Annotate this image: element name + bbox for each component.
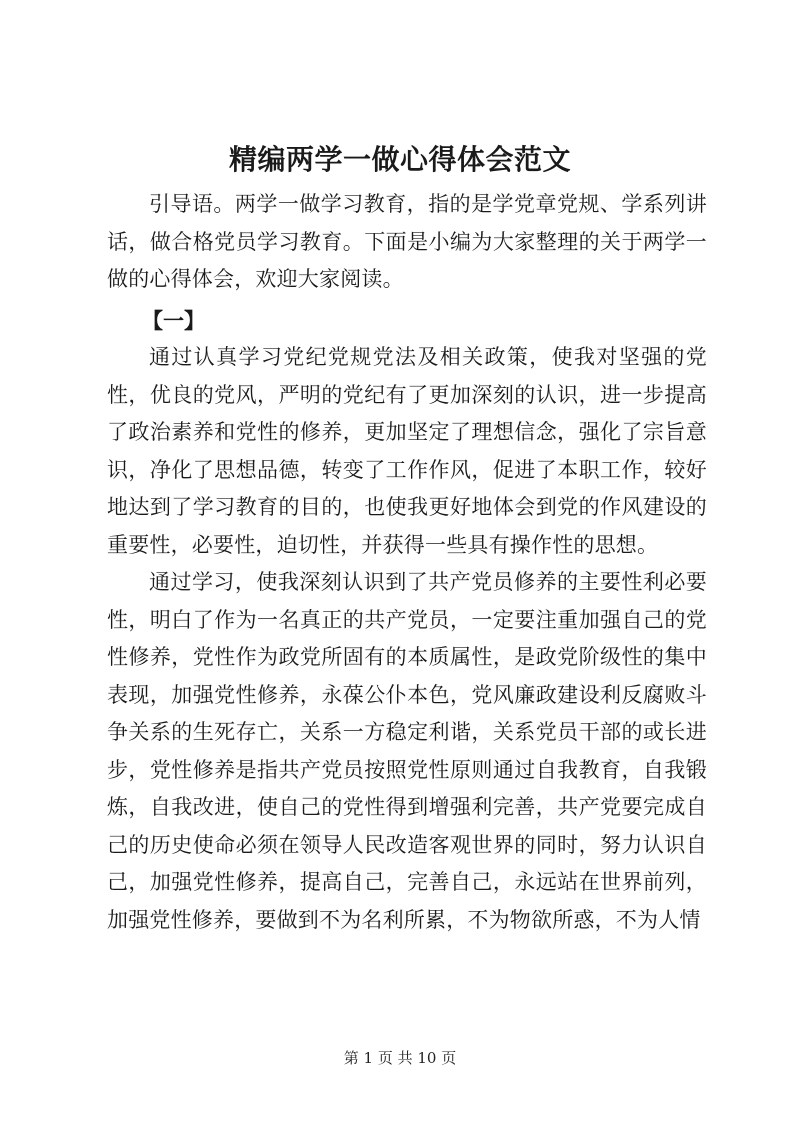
- intro-paragraph: 引导语。两学一做学习教育，指的是学党章党规、学系列讲话，做合格党员学习教育。下面是小编为大家整理的关于两学一做的心得体会，欢迎大家阅读。: [107, 192, 707, 291]
- section-heading: 【一】: [142, 307, 205, 333]
- body-paragraph-1: 通过认真学习党纪党规党法及相关政策，使我对坚强的党性，优良的党风，严明的党纪有了更加深刻的认识，进一步提高了政治素养和党性的修养，更加坚定了理想信念，强化了宗旨意识，净化了思想品德，转变了工作作风，促进了本职工作，较好地达到了学习教育的目的，也使我更好地体会到党的作风建设的重要性，必要性，迫切性，并获得一些具有操作性的思想。: [107, 345, 707, 557]
- document-body: [107, 186, 707, 939]
- body-paragraph-2: 通过学习，使我深刻认识到了共产党员修养的主要性利必要性，明白了作为一名真正的共产党员，一定要注重加强自己的党性修养，党性作为政党所固有的本质属性，是政党阶级性的集中表现，加强党性修养，永葆公仆本色，党风廉政建设利反腐败斗争关系的生死存亡，关系一方稳定利谐，关系党员干部的或长进步，党性修养是指共产党员按照党性原则通过自我教育，自我锻炼，自我改进，使自己的党性得到增强利完善，共产党要完成自己的历史使命必须在领导人民改造客观世界的同时，努力认识自己，加强党性修养，提高自己，完善自己，永远站在世界前列，加强党性修养，要做到不为名利所累，不为物欲所惑，不为人情: [107, 570, 707, 932]
- document-title: 精编两学一做心得体会范文: [228, 143, 571, 176]
- page-footer: 第 1 页 共 10 页: [343, 1049, 457, 1067]
